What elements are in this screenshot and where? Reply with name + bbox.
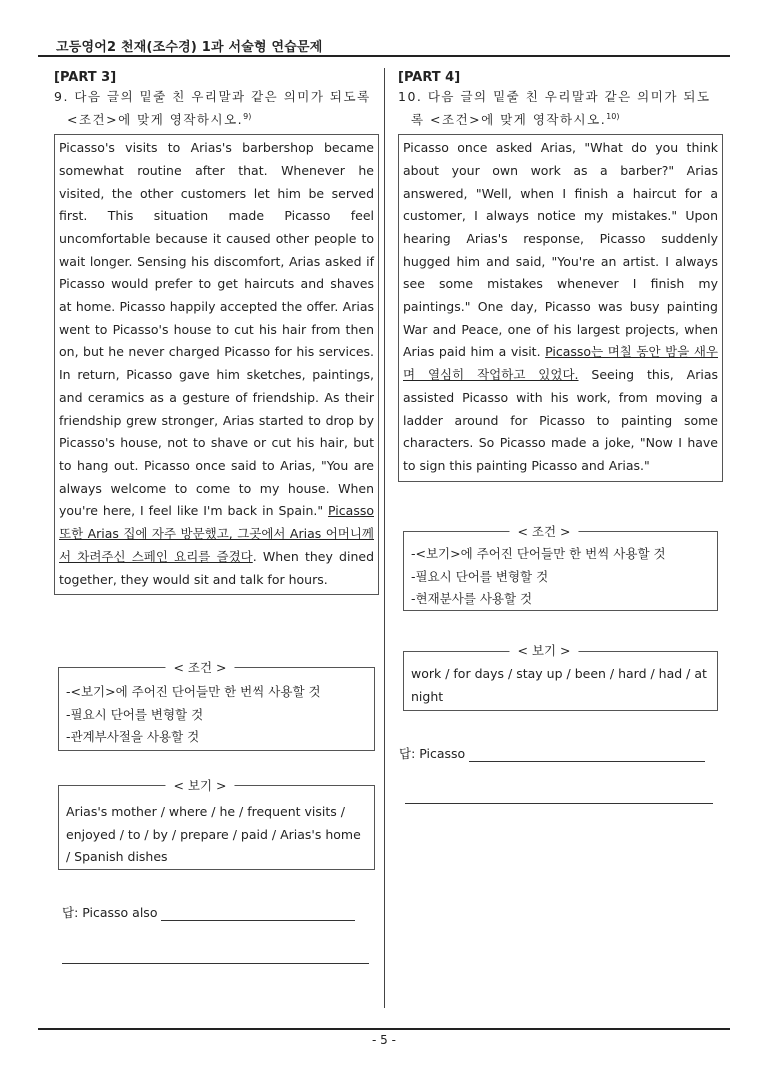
question-text: 10. 다음 글의 밑줄 친 우리말과 같은 의미가 되도록 <조건>에 맞게 영작하시오. xyxy=(398,89,711,128)
condition-item: -필요시 단어를 변형할 것 xyxy=(66,706,204,722)
header-divider xyxy=(38,55,730,57)
passage-text-end: . When they dined together, they would sit and talk for hours. xyxy=(59,548,375,587)
answer-prefix: 답: Picasso also xyxy=(62,905,158,920)
word-bank-box xyxy=(403,651,718,711)
question-prompt xyxy=(398,87,723,130)
part-label: [PART 4] xyxy=(398,70,461,85)
conditions-title: < 조건 > xyxy=(509,522,578,540)
answer-area xyxy=(399,744,705,762)
condition-item: -필요시 단어를 변형할 것 xyxy=(411,568,549,584)
answer-blank-line[interactable] xyxy=(405,803,713,804)
right-column xyxy=(398,70,723,482)
footer-divider xyxy=(38,1028,730,1030)
word-bank-text: Arias's mother / where / he / frequent visits / enjoyed / to / by / prepare / paid / Arias's home / Spanish dishes xyxy=(66,804,361,864)
conditions-box xyxy=(403,531,718,611)
word-bank-title: < 보기 > xyxy=(509,641,578,659)
answer-blank-line[interactable] xyxy=(62,963,369,964)
word-bank-box xyxy=(58,785,375,870)
answer-area xyxy=(62,903,355,921)
condition-item: -<보기>에 주어진 단어들만 한 번씩 사용할 것 xyxy=(411,546,666,561)
passage-text: Picasso once asked Arias, "What do you think about your own work as a barber?" Arias answered, "Well, when I finish a haircut for a customer, I always notice my mistakes." Upon hearing Arias's response, Picasso suddenly hugged him and said, "You're an artist. I always see some mistakes whenever I finish my paintings." One day, Picasso was busy painting War and Peace, one of his largest projects, when Arias paid him a visit. xyxy=(403,140,718,360)
document-title: 고등영어2 천재(조수경) 1과 서술형 연습문제 xyxy=(56,40,323,55)
underlined-korean-sentence: Picasso는 며칠 동안 밤을 새우며 열심히 작업하고 있었다. xyxy=(403,344,718,383)
reading-passage xyxy=(54,134,379,595)
left-column xyxy=(54,70,379,595)
part-label: [PART 3] xyxy=(54,70,117,85)
answer-prefix: 답: Picasso xyxy=(399,746,466,761)
passage-text: Picasso's visits to Arias's barbershop became somewhat routine after that. Whenever he visited, the other customers let him be served first. This situation made Picasso feel uncomfortable because it caused other people to wait longer. Sensing his discomfort, Arias asked if Picasso would prefer to get haircuts and shaves at home. Picasso happily accepted the offer. Arias went to Picasso's house to cut his hair from then on, but he never charged Picasso for his services. In return, Picasso gave him sketches, paintings, and ceramics as a gesture of friendship. As their friendship grew stronger, Arias started to drop by Picasso's house, not to shave or cut his hair, but to hang out. Picasso once said to Arias, "You are always welcome to come to my house. When you're here, I feel like I'm back in Spain." xyxy=(59,140,374,519)
condition-item: -현재분사를 사용할 것 xyxy=(411,591,533,606)
answer-blank[interactable] xyxy=(469,747,705,762)
conditions-box xyxy=(58,667,375,751)
answer-blank[interactable] xyxy=(161,906,355,921)
word-bank-title: < 보기 > xyxy=(165,776,234,794)
condition-item: -관계부사절을 사용할 것 xyxy=(66,729,200,744)
column-divider xyxy=(384,68,385,1008)
footnote-marker: 9) xyxy=(243,112,252,121)
reading-passage xyxy=(398,134,723,482)
underlined-korean-sentence: Picasso 또한 Arias 집에 자주 방문했고, 그곳에서 Arias 어머니께서 차려주신 스페인 요리를 즐겼다 xyxy=(59,503,374,564)
word-bank-text: work / for days / stay up / been / hard / had / at night xyxy=(411,666,707,704)
passage-text-end: Seeing this, Arias assisted Picasso with his work, from moving a ladder around for Picasso to painting some characters. So Picasso made a joke, "Now I have to sign this painting Picasso and Arias." xyxy=(403,367,718,473)
conditions-title: < 조건 > xyxy=(165,658,234,676)
question-text: 9. 다음 글의 밑줄 친 우리말과 같은 의미가 되도록 <조건>에 맞게 영작하시오. xyxy=(54,89,371,128)
question-prompt xyxy=(54,87,379,130)
footnote-marker: 10) xyxy=(606,112,620,121)
condition-item: -<보기>에 주어진 단어들만 한 번씩 사용할 것 xyxy=(66,684,321,699)
page-number: - 5 - xyxy=(372,1033,396,1047)
